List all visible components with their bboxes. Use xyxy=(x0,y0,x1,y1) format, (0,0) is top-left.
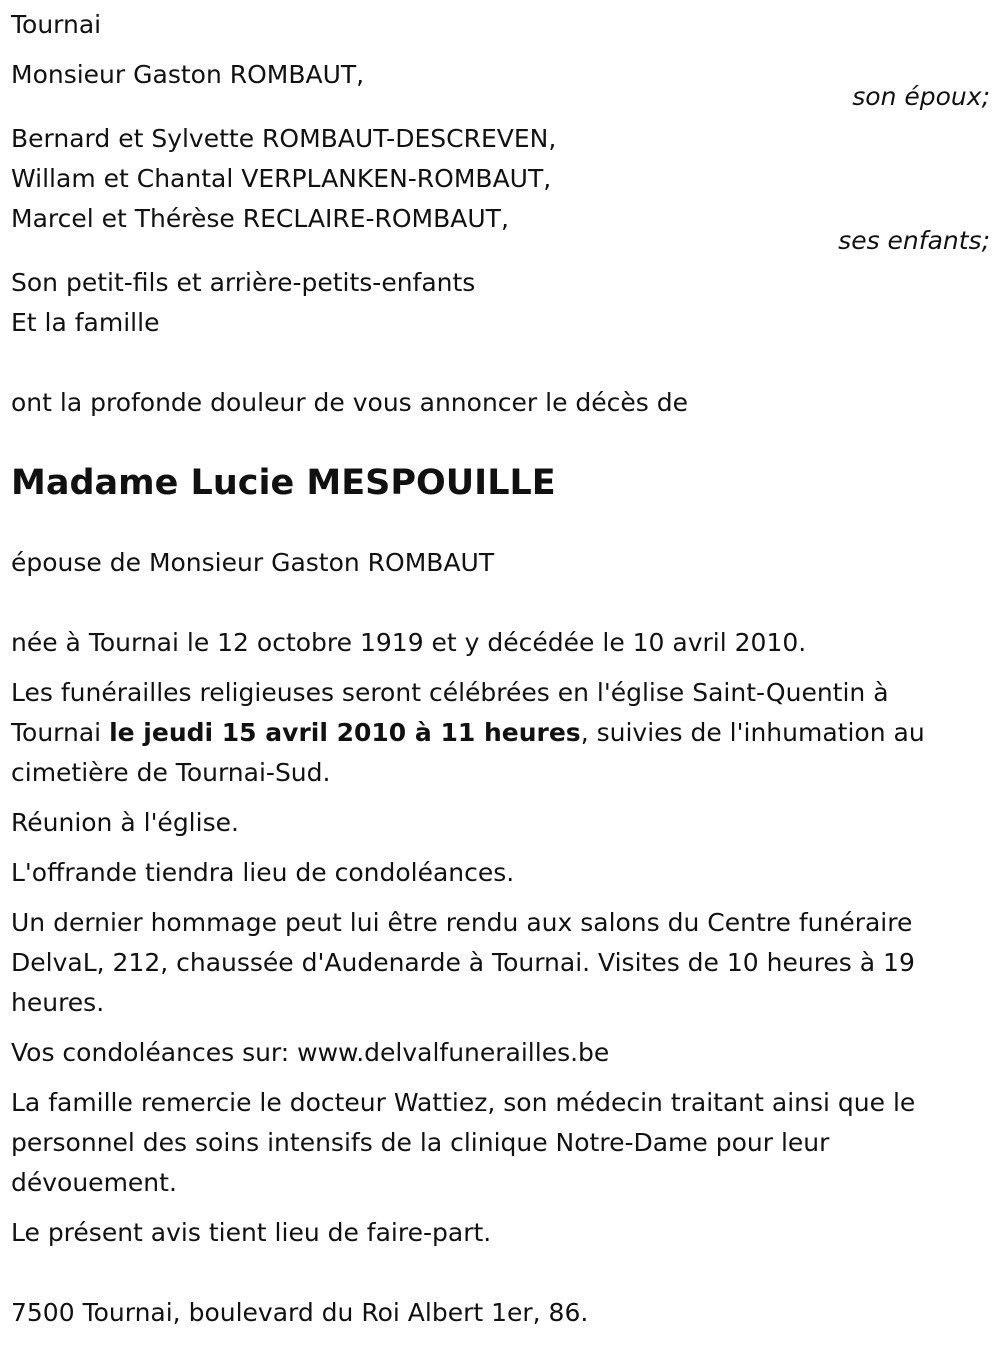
notice-line: Le présent avis tient lieu de faire-part. xyxy=(11,1218,492,1247)
funeral-text-after: , suivies de l'inhumation au cimetière de Tournai-Sud. xyxy=(11,718,925,787)
funeral-text-before: Les funérailles religieuses seront célébrées en l'église Saint-Quentin à Tournai xyxy=(11,678,889,747)
spouse-role: son époux; xyxy=(852,82,990,111)
family-line: Et la famille xyxy=(11,308,160,337)
child-couple-2: Willam et Chantal VERPLANKEN-ROMBAUT, xyxy=(11,164,552,193)
spouse-name: Monsieur Gaston ROMBAUT, xyxy=(11,60,365,89)
obituary-notice xyxy=(11,5,991,1333)
announcement-text: ont la profonde douleur de vous annoncer le décès de xyxy=(11,388,689,417)
address-line: 7500 Tournai, boulevard du Roi Albert 1er, 86. xyxy=(11,1298,589,1327)
child-couple-1: Bernard et Sylvette ROMBAUT-DESCREVEN, xyxy=(11,124,557,153)
offering-line: L'offrande tiendra lieu de condoléances. xyxy=(11,858,515,887)
thanks-paragraph: La famille remercie le docteur Wattiez, son médecin traitant ainsi que le personnel des soins intensifs de la clinique Notre-Dame pour leur dévouement. xyxy=(11,1088,916,1197)
funeral-date-time: le jeudi 15 avril 2010 à 11 heures xyxy=(109,718,581,747)
reunion-line: Réunion à l'église. xyxy=(11,808,239,837)
children-role: ses enfants; xyxy=(838,226,990,255)
deceased-name: Madame Lucie MESPOUILLE xyxy=(11,463,556,503)
funeral-paragraph xyxy=(11,673,976,793)
deceased-spouse-line: épouse de Monsieur Gaston ROMBAUT xyxy=(11,548,495,577)
child-couple-3: Marcel et Thérèse RECLAIRE-ROMBAUT, xyxy=(11,204,509,233)
city-heading: Tournai xyxy=(11,10,102,39)
grandchildren-line: Son petit-fils et arrière-petits-enfants xyxy=(11,268,476,297)
condolences-line: Vos condoléances sur: www.delvalfunerailles.be xyxy=(11,1038,610,1067)
homage-paragraph: Un dernier hommage peut lui être rendu aux salons du Centre funéraire DelvaL, 212, chaussée d'Audenarde à Tournai. Visites de 10 heures à 19 heures. xyxy=(11,908,915,1017)
birth-death-line: née à Tournai le 12 octobre 1919 et y décédée le 10 avril 2010. xyxy=(11,628,807,657)
